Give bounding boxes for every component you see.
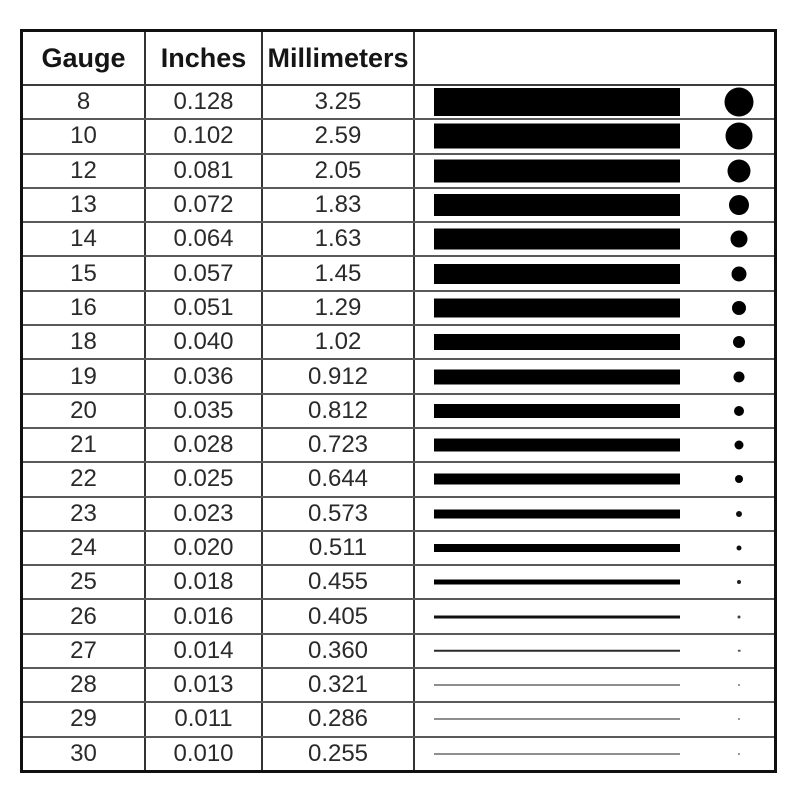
inches-cell: 0.064 (146, 223, 263, 255)
table-row (23, 669, 774, 703)
wire-cross-section-dot (731, 231, 748, 248)
wire-cross-section-dot (732, 266, 747, 281)
millimeters-cell: 0.405 (263, 600, 415, 632)
wire-cross-section-dot (735, 475, 743, 483)
visual-cell (415, 223, 774, 255)
table-row (23, 155, 774, 189)
wire-cross-section-dot (736, 511, 742, 517)
millimeters-cell: 0.511 (263, 532, 415, 564)
wire-thickness-bar (434, 684, 680, 686)
millimeters-cell: 3.25 (263, 86, 415, 118)
gauge-cell: 26 (23, 600, 146, 632)
table-row (23, 532, 774, 566)
visual-cell (415, 429, 774, 461)
table-row (23, 498, 774, 532)
wire-thickness-bar (434, 509, 680, 518)
gauge-cell: 12 (23, 155, 146, 187)
table-row (23, 360, 774, 394)
millimeters-cell: 1.83 (263, 189, 415, 221)
table-row (23, 120, 774, 154)
table-row (23, 600, 774, 634)
gauge-cell: 23 (23, 498, 146, 530)
table-row (23, 463, 774, 497)
wire-thickness-bar (434, 369, 680, 384)
wire-thickness-bar (434, 474, 680, 485)
wire-thickness-bar (434, 298, 680, 317)
wire-cross-section-dot (734, 406, 744, 416)
inches-cell: 0.013 (146, 669, 263, 701)
inches-cell: 0.018 (146, 566, 263, 598)
table-row (23, 738, 774, 770)
header-millimeters: Millimeters (263, 32, 415, 84)
wire-cross-section-dot (726, 123, 753, 150)
wire-thickness-bar (434, 650, 680, 653)
inches-cell: 0.011 (146, 703, 263, 735)
table-row (23, 257, 774, 291)
wire-cross-section-dot (737, 546, 742, 551)
wire-cross-section-dot (732, 301, 746, 315)
wire-thickness-bar (434, 159, 680, 182)
table-row (23, 86, 774, 120)
table-row (23, 429, 774, 463)
visual-cell (415, 498, 774, 530)
wire-cross-section-dot (738, 650, 741, 653)
inches-cell: 0.016 (146, 600, 263, 632)
inches-cell: 0.020 (146, 532, 263, 564)
millimeters-cell: 0.644 (263, 463, 415, 495)
visual-cell (415, 155, 774, 187)
table-row (23, 292, 774, 326)
millimeters-cell: 0.723 (263, 429, 415, 461)
gauge-cell: 21 (23, 429, 146, 461)
table-row (23, 189, 774, 223)
millimeters-cell: 1.45 (263, 257, 415, 289)
wire-thickness-bar (434, 439, 680, 452)
wire-thickness-bar (434, 334, 680, 350)
inches-cell: 0.036 (146, 360, 263, 392)
visual-cell (415, 292, 774, 324)
millimeters-cell: 0.455 (263, 566, 415, 598)
gauge-cell: 29 (23, 703, 146, 735)
visual-cell (415, 86, 774, 118)
visual-cell (415, 395, 774, 427)
wire-thickness-bar (434, 580, 680, 585)
wire-thickness-bar (434, 615, 680, 618)
gauge-cell: 14 (23, 223, 146, 255)
gauge-cell: 27 (23, 635, 146, 667)
visual-cell (415, 738, 774, 770)
millimeters-cell: 2.59 (263, 120, 415, 152)
gauge-cell: 8 (23, 86, 146, 118)
wire-cross-section-dot (738, 684, 740, 686)
inches-cell: 0.128 (146, 86, 263, 118)
header-visual (415, 32, 774, 84)
gauge-cell: 25 (23, 566, 146, 598)
visual-cell (415, 189, 774, 221)
table-row (23, 395, 774, 429)
wire-cross-section-dot (728, 159, 751, 182)
wire-thickness-bar (434, 124, 680, 149)
table-row (23, 223, 774, 257)
millimeters-cell: 0.912 (263, 360, 415, 392)
table-header-row (23, 32, 774, 86)
inches-cell: 0.040 (146, 326, 263, 358)
gauge-cell: 10 (23, 120, 146, 152)
millimeters-cell: 1.29 (263, 292, 415, 324)
table-row (23, 635, 774, 669)
millimeters-cell: 0.321 (263, 669, 415, 701)
millimeters-cell: 0.573 (263, 498, 415, 530)
visual-cell (415, 566, 774, 598)
gauge-cell: 28 (23, 669, 146, 701)
gauge-cell: 20 (23, 395, 146, 427)
millimeters-cell: 1.02 (263, 326, 415, 358)
visual-cell (415, 600, 774, 632)
wire-thickness-bar (434, 88, 680, 116)
inches-cell: 0.035 (146, 395, 263, 427)
wire-thickness-bar (434, 229, 680, 250)
gauge-cell: 13 (23, 189, 146, 221)
header-inches: Inches (146, 32, 263, 84)
inches-cell: 0.081 (146, 155, 263, 187)
millimeters-cell: 0.255 (263, 738, 415, 770)
header-gauge: Gauge (23, 32, 146, 84)
visual-cell (415, 703, 774, 735)
wire-cross-section-dot (733, 336, 745, 348)
visual-cell (415, 635, 774, 667)
millimeters-cell: 0.360 (263, 635, 415, 667)
inches-cell: 0.028 (146, 429, 263, 461)
wire-thickness-bar (434, 264, 680, 284)
visual-cell (415, 360, 774, 392)
gauge-cell: 30 (23, 738, 146, 770)
gauge-cell: 24 (23, 532, 146, 564)
table-row (23, 326, 774, 360)
wire-thickness-bar (434, 404, 680, 418)
wire-thickness-bar (434, 194, 680, 216)
visual-cell (415, 257, 774, 289)
millimeters-cell: 1.63 (263, 223, 415, 255)
visual-cell (415, 463, 774, 495)
gauge-cell: 18 (23, 326, 146, 358)
wire-cross-section-dot (734, 371, 745, 382)
wire-thickness-bar (434, 718, 680, 720)
wire-cross-section-dot (735, 441, 744, 450)
wire-cross-section-dot (737, 580, 741, 584)
wire-thickness-bar (434, 753, 680, 755)
gauge-cell: 19 (23, 360, 146, 392)
visual-cell (415, 669, 774, 701)
wire-cross-section-dot (738, 615, 741, 618)
inches-cell: 0.010 (146, 738, 263, 770)
inches-cell: 0.102 (146, 120, 263, 152)
inches-cell: 0.025 (146, 463, 263, 495)
wire-cross-section-dot (725, 88, 754, 117)
inches-cell: 0.014 (146, 635, 263, 667)
wire-cross-section-dot (738, 753, 740, 755)
inches-cell: 0.051 (146, 292, 263, 324)
millimeters-cell: 2.05 (263, 155, 415, 187)
gauge-cell: 15 (23, 257, 146, 289)
wire-cross-section-dot (738, 718, 740, 720)
inches-cell: 0.072 (146, 189, 263, 221)
millimeters-cell: 0.286 (263, 703, 415, 735)
visual-cell (415, 326, 774, 358)
inches-cell: 0.023 (146, 498, 263, 530)
table-row (23, 703, 774, 737)
wire-thickness-bar (434, 544, 680, 552)
visual-cell (415, 120, 774, 152)
millimeters-cell: 0.812 (263, 395, 415, 427)
table-row (23, 566, 774, 600)
gauge-cell: 22 (23, 463, 146, 495)
visual-cell (415, 532, 774, 564)
wire-gauge-table (20, 29, 777, 773)
wire-cross-section-dot (729, 195, 749, 215)
inches-cell: 0.057 (146, 257, 263, 289)
gauge-cell: 16 (23, 292, 146, 324)
